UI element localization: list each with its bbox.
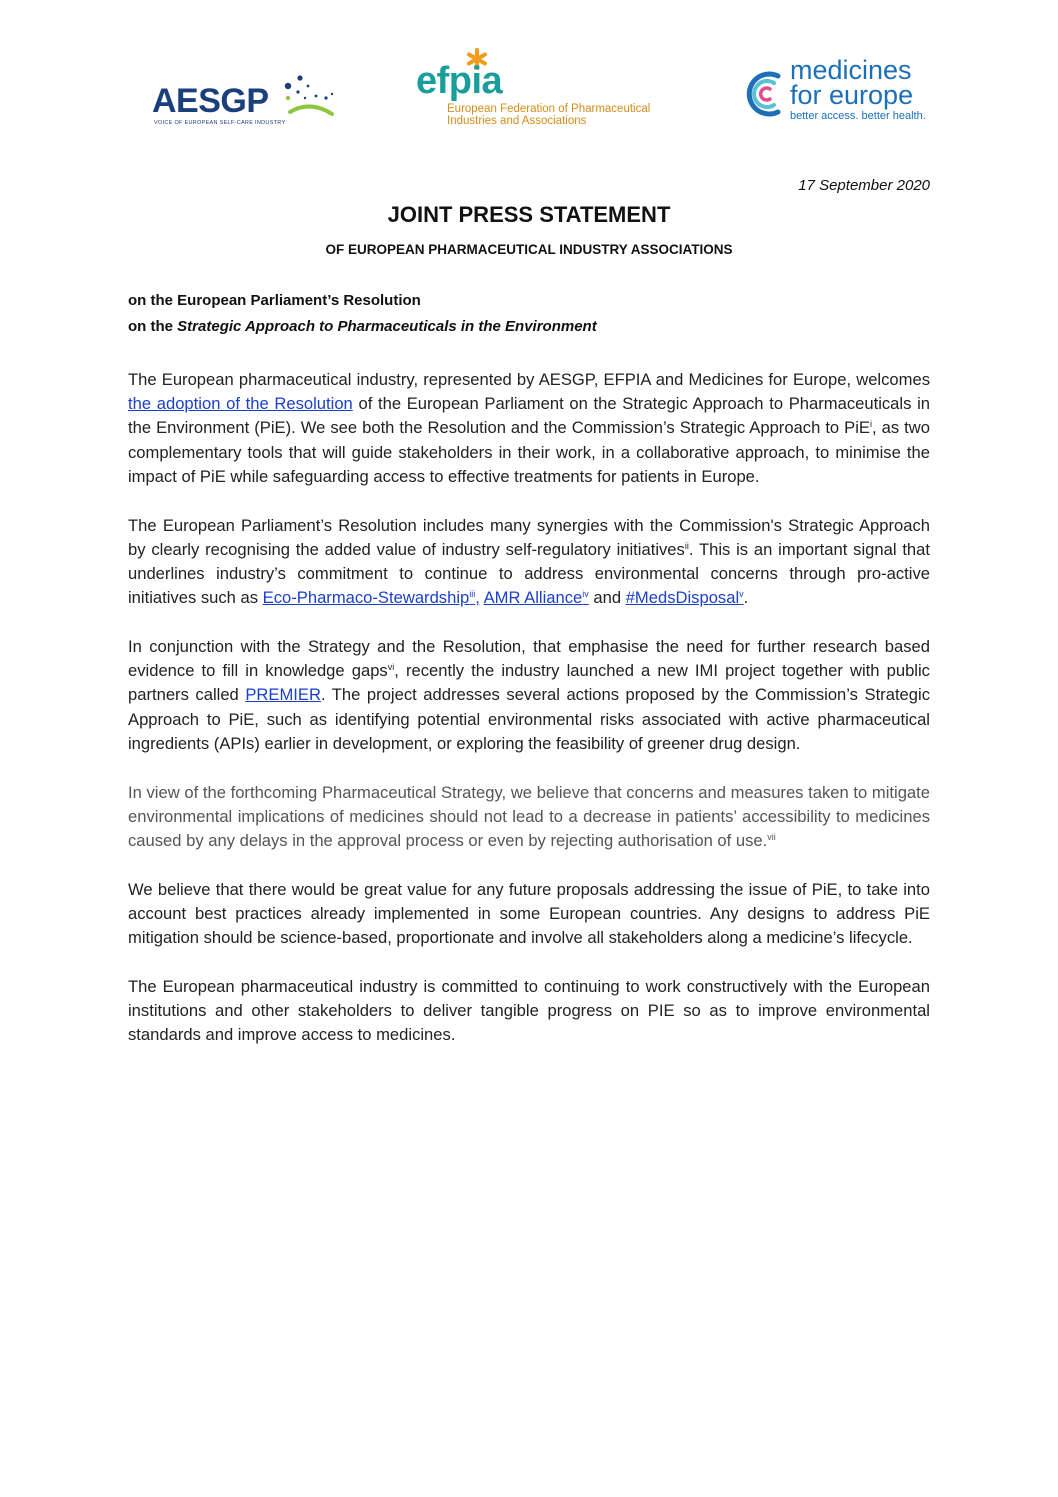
footnote-ref-vii: vii [767,832,776,843]
efpia-subtitle-line2: Industries and Associations [447,115,587,127]
medicines-for-europe-swirl-icon [738,66,786,120]
aesgp-logo-tagline: VOICE OF EUROPEAN SELF-CARE INDUSTRY [154,120,286,126]
p3-text-a: In conjunction with the Strategy and the Resolution, that emphasise the need for further research based evidence to fill in knowledge gaps [128,637,930,681]
mfe-word-line1: medicines [790,55,912,85]
efpia-subtitle-line1: European Federation of Pharmaceutical [447,103,651,115]
page-subtitle: OF EUROPEAN PHARMACEUTICAL INDUSTRY ASSOCIATIONS [325,242,733,257]
medicines-for-europe-wordmark [790,55,914,110]
eco-pharmaco-link-tail: , [475,588,480,608]
eco-pharmaco-link-text: Eco-Pharmaco-Stewardship [262,588,470,608]
aesgp-logo [152,72,342,132]
footnote-ref-i: i [870,419,872,430]
footnote-ref-iv: iv [582,589,589,600]
footnote-ref-ii: ii [684,540,689,551]
premier-link[interactable]: PREMIER [245,685,321,705]
eco-pharmaco-stewardship-link[interactable] [263,588,480,607]
efpia-logo [414,48,674,130]
amr-alliance-link-text: AMR Alliance [483,588,583,608]
meds-disposal-link[interactable] [626,588,744,607]
p1-text-a: The European pharmaceutical industry, represented by AESGP, EFPIA and Medicines for Europe, welcomes [128,370,930,389]
footnote-ref-iii: iii [469,589,476,600]
footnote-ref-vi: vi [387,662,395,673]
press-date: 17 September 2020 [798,177,930,194]
efpia-logo-subtitle [447,103,650,127]
paragraph-6: The European pharmaceutical industry is committed to continuing to work constructively with the European institutions and other stakeholders to deliver tangible progress on PIE so as to improve environmental standards and improve access to medicines. [128,977,930,1045]
p2-text-a: The European Parliament’s Resolution includes many synergies with the Commission's Strategic Approach by clearly recognising the added value of industry self-regulatory initiatives [128,515,930,559]
paragraph-1 [128,368,930,489]
paragraph-4 [128,781,930,854]
paragraph-5: We believe that there would be great value for any future proposals addressing the issue of PiE, to take into account best practices already implemented in some European countries. Any designs to address PiE mitigation should be science-based, proportionate and involve all stakeholders along a medicine’s lifecycle. [128,879,930,948]
medicines-for-europe-logo [738,55,938,130]
heading-line-2 [128,318,597,335]
p2-text-b: . This is an important signal that underlines industry’s commitment to continue to address environmental concerns through pro-active initiatives such as [128,539,931,608]
p4-text-a: In view of the forthcoming Pharmaceutical Strategy, we believe that concerns and measures taken to mitigate environmental implications of medicines should not lead to a decrease in patients’ accessibility to medicines caused by any delays in the approval process or even by rejecting authorisation of use. [128,782,930,851]
p2-text-d: . [743,588,749,608]
aesgp-stars-icon [280,72,340,124]
p3-text-b: , recently the industry launched a new IMI project together with public partners called [128,661,930,705]
meds-disposal-link-text: #MedsDisposal [625,588,740,608]
press-body [128,368,930,1072]
mfe-word-line2: for europe [790,80,914,110]
adoption-resolution-link[interactable]: the adoption of the Resolution [128,394,353,414]
p1-text-c: , as two complementary tools that will guide stakeholders in their work, in a collaborative approach, to minimise the impact of PiE while safeguarding access to effective treatments for patients in Europe. [128,418,930,486]
p2-text-c: and [588,588,626,608]
p1-text-b: of the European Parliament on the Strategic Approach to Pharmaceuticals in the Environment (PiE). We see both the Resolution and the Commission’s Strategic Approach to PiE [128,394,930,438]
page-title: JOINT PRESS STATEMENT [387,202,671,227]
paragraph-3 [128,635,930,756]
heading-line-2-prefix: on the [128,318,178,335]
heading-line-2-italic: Strategic Approach to Pharmaceuticals in the Environment [177,318,597,335]
heading-line-1: on the European Parliament’s Resolution [128,292,421,309]
paragraph-2 [128,514,930,611]
aesgp-logo-text: AESGP [152,82,269,120]
amr-alliance-link[interactable] [484,588,589,607]
p3-text-c: . The project addresses several actions proposed by the Commission’s Strategic Approach to PiE, such as identifying potential environmental risks associated with active pharmaceutical ingredients (APIs) earlier in development, or exploring the feasibility of greener drug design. [128,685,930,753]
mfe-tagline: better access. better health. [790,110,926,122]
footnote-ref-v: v [739,589,744,600]
efpia-logo-text: efpia [416,60,503,102]
